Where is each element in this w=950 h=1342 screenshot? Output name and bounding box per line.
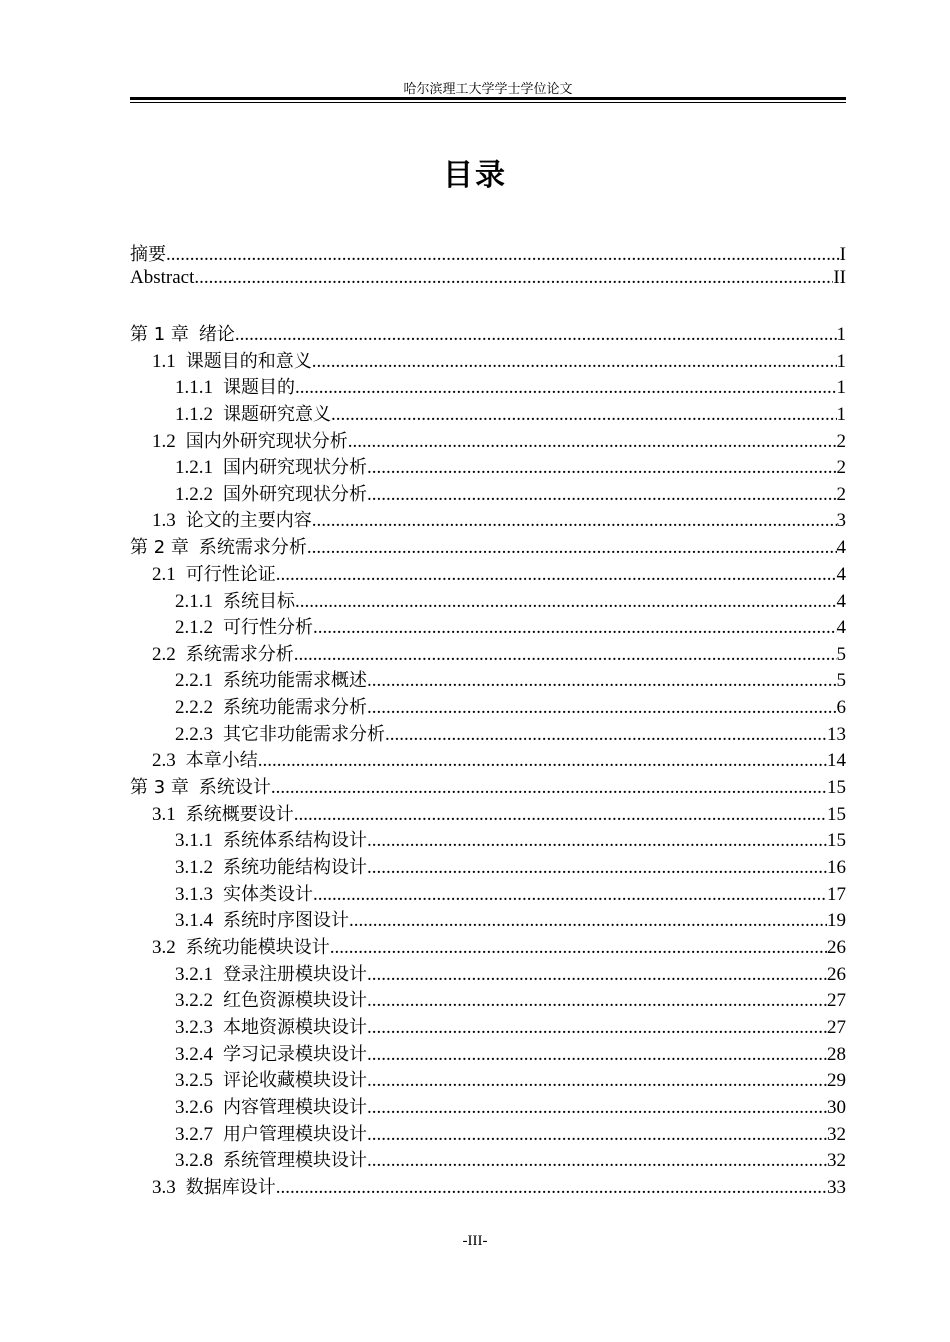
toc-entry-number: 3.1.2 [175,857,213,878]
toc-entry-title: 学习记录模块设计 [223,1044,367,1065]
toc-entry-number: 1.2 [152,431,176,452]
toc-entry-number: 1.2.1 [175,457,213,478]
toc-entry[interactable] [130,560,846,587]
toc-entry-title: 本章小结 [185,750,258,771]
toc-leader-dots [330,937,827,959]
toc-leader-dots [348,431,837,453]
toc-entry-title: 系统功能需求分析 [223,697,367,718]
toc-entry-title: 可行性分析 [223,617,313,638]
toc-entry-number: 2.1.1 [175,591,213,612]
toc-entry-number: 第 1 章 [130,324,189,345]
toc-entry[interactable] [130,347,846,374]
toc-entry-number: 1.2.2 [175,484,213,505]
toc-entry-page: II [833,267,846,288]
toc-leader-dots [235,324,837,346]
toc-leader-dots [276,564,837,586]
toc-entry-page: 19 [827,910,846,931]
toc-entry[interactable] [130,240,846,267]
toc-entry[interactable] [130,613,846,640]
toc-entry-title: 系统需求分析 [185,644,294,665]
toc-entry-page: 26 [827,964,846,985]
toc-entry-page: 28 [827,1044,846,1065]
toc-entry-number: 2.2.1 [175,670,213,691]
toc-entry[interactable] [130,1066,846,1093]
toc-entry-title: 系统功能结构设计 [223,857,367,878]
toc-leader-dots [385,724,827,746]
toc-entry[interactable] [130,746,846,773]
toc-leader-dots [312,351,837,373]
toc-entry-page: 27 [827,990,846,1011]
toc-entry-title: 系统目标 [223,591,295,612]
toc-entry-title: 内容管理模块设计 [223,1097,367,1118]
toc-entry[interactable] [130,826,846,853]
toc-leader-dots [367,1017,827,1039]
toc-entry-page: 26 [827,937,846,958]
toc-entry-title: 用户管理模块设计 [223,1124,367,1145]
toc-entry-page: 30 [827,1097,846,1118]
toc-entry-title: 系统体系结构设计 [223,830,367,851]
toc-entry-number: 2.2.2 [175,697,213,718]
toc-entry-title: 绪论 [198,324,235,345]
toc-entry-number: 1.3 [152,510,176,531]
toc-entry-title: 可行性论证 [185,564,276,585]
toc-entry[interactable] [130,960,846,987]
toc-entry-number: 3.2.4 [175,1044,213,1065]
toc-entry[interactable] [130,693,846,720]
toc-entry[interactable] [130,480,846,507]
toc-leader-dots [367,670,837,692]
toc-entry[interactable] [130,506,846,533]
toc-leader-dots [276,1177,827,1199]
toc-entry[interactable] [130,400,846,427]
toc-entry[interactable] [130,373,846,400]
toc-leader-dots [367,1150,827,1172]
toc-entry[interactable] [130,720,846,747]
toc-entry-title: 国内研究现状分析 [223,457,367,478]
toc-leader-dots [258,750,827,772]
toc-entry-title: 本地资源模块设计 [223,1017,367,1038]
toc-entry-page: 15 [827,830,846,851]
toc-entry-page: I [839,244,846,265]
toc-entry-page: 32 [827,1124,846,1145]
toc-entry-number: 3.2 [152,937,176,958]
toc-entry-title: 系统功能需求概述 [223,670,367,691]
toc-entry-number: 3.1.1 [175,830,213,851]
toc-entry[interactable] [130,880,846,907]
toc-entry-page: 16 [827,857,846,878]
toc-leader-dots [313,617,837,639]
toc-entry-page: 13 [827,724,846,745]
toc-entry-number: 2.2 [152,644,176,665]
toc-entry-page: 1 [836,377,846,398]
toc-leader-dots [313,884,827,906]
toc-entry[interactable] [130,906,846,933]
toc-entry-title: 评论收藏模块设计 [223,1070,367,1091]
toc-entry[interactable] [130,986,846,1013]
toc-entry[interactable] [130,800,846,827]
toc-entry[interactable] [130,853,846,880]
toc-entry-number: 3.2.6 [175,1097,213,1118]
toc-leader-dots [367,457,837,479]
toc-leader-dots [367,1124,827,1146]
toc-leader-dots [349,910,827,932]
toc-entry-number: 第 2 章 [130,537,189,558]
toc-leader-dots [194,267,833,289]
toc-entry-page: 14 [827,750,846,771]
toc-leader-dots [271,777,827,799]
toc-entry-page: 5 [836,670,846,691]
toc-entry[interactable] [130,1040,846,1067]
toc-leader-dots [307,537,837,559]
toc-leader-dots [367,830,827,852]
toc-entry-title: 其它非功能需求分析 [223,724,385,745]
toc-leader-dots [367,697,837,719]
toc-entry-number: 1.1.2 [175,404,213,425]
toc-entry-number: 1.1.1 [175,377,213,398]
toc-entry-number: 3.2.7 [175,1124,213,1145]
toc-entry-page: 6 [836,697,846,718]
toc-entry-page: 2 [836,431,846,452]
toc-leader-dots [367,990,827,1012]
toc-entry[interactable] [130,933,846,960]
toc-leader-dots [166,244,840,266]
toc-entry-page: 1 [836,324,846,345]
toc-entry-number: 3.1.3 [175,884,213,905]
toc-leader-dots [294,644,837,666]
toc-entry-number: 第 3 章 [130,777,189,798]
toc-leader-dots [367,857,827,879]
toc-entry[interactable] [130,1146,846,1173]
toc-entry-page: 4 [836,617,846,638]
toc-entry-title: 系统概要设计 [185,804,294,825]
toc-entry-number: 3.2.2 [175,990,213,1011]
toc-entry[interactable] [130,773,846,800]
toc-entry-page: 32 [827,1150,846,1171]
toc-entry-page: 17 [827,884,846,905]
toc-leader-dots [295,591,837,613]
toc-entry[interactable] [130,453,846,480]
toc-entry-page: 1 [836,404,846,425]
toc-entry-number: 3.2.1 [175,964,213,985]
page-title: 目录 [443,158,507,193]
toc-entry[interactable] [130,1120,846,1147]
toc-entry-title: 数据库设计 [185,1177,276,1198]
toc-entry[interactable] [130,267,846,294]
toc-entry-title: 国内外研究现状分析 [185,431,348,452]
toc-entry-page: 15 [827,777,846,798]
toc-entry-title: 系统管理模块设计 [223,1150,367,1171]
toc-entry-title: 登录注册模块设计 [223,964,367,985]
toc-leader-dots [367,1070,827,1092]
toc-entry-title: 系统设计 [198,777,271,798]
toc-entry-page: 5 [836,644,846,665]
toc-entry[interactable] [130,320,846,347]
toc-entry-number: 3.2.8 [175,1150,213,1171]
toc-leader-dots [367,1097,827,1119]
toc-entry-number: 3.2.5 [175,1070,213,1091]
toc-entry[interactable] [130,427,846,454]
toc-leader-dots [367,484,837,506]
toc-entry-number: 1.1 [152,351,176,372]
toc-entry[interactable] [130,587,846,614]
toc-entry-page: 4 [836,591,846,612]
toc-entry-title: 国外研究现状分析 [223,484,367,505]
toc-leader-dots [294,804,827,826]
toc-entry-page: 15 [827,804,846,825]
toc-leader-dots [367,964,827,986]
toc-entry-number: 2.2.3 [175,724,213,745]
page-number: -III- [462,1233,488,1249]
toc-entry[interactable] [130,533,846,560]
toc-entry-title: 摘要 [130,244,166,265]
toc-entry-title: 课题目的和意义 [185,351,312,372]
toc-entry-page: 2 [836,484,846,505]
toc-entry-page: 2 [836,457,846,478]
toc-entry-title: 红色资源模块设计 [223,990,367,1011]
toc-entry[interactable] [130,1013,846,1040]
toc-entry-title: 课题研究意义 [223,404,331,425]
toc-leader-dots [367,1044,827,1066]
toc-entry-title: 实体类设计 [223,884,313,905]
toc-entry[interactable] [130,1093,846,1120]
toc-entry[interactable] [130,1173,846,1200]
toc-entry[interactable] [130,666,846,693]
toc-entry-number: 2.3 [152,750,176,771]
toc-entry-page: 1 [836,351,846,372]
header-rule-thin [130,102,846,103]
toc-entry-page: 3 [836,510,846,531]
toc-entry-number: 3.1.4 [175,910,213,931]
toc-entry-title: 系统功能模块设计 [185,937,330,958]
toc-entry-title: 系统需求分析 [198,537,307,558]
toc-entry-page: 4 [836,564,846,585]
header-rule-thick [130,97,846,100]
toc-leader-dots [331,404,837,426]
toc-entry-number: 3.2.3 [175,1017,213,1038]
toc-entry-page: 4 [836,537,846,558]
running-header: 哈尔滨理工大学学士学位论文 [403,82,573,97]
toc-entry-page: 29 [827,1070,846,1091]
toc-entry-title: 论文的主要内容 [185,510,312,531]
toc-leader-dots [295,377,837,399]
toc-entry-number: 3.1 [152,804,176,825]
toc-entry-number: 3.3 [152,1177,176,1198]
toc-entry-number: 2.1.2 [175,617,213,638]
toc-entry-title: Abstract [130,267,195,288]
toc-entry-page: 33 [827,1177,846,1198]
toc-entry-page: 27 [827,1017,846,1038]
toc-entry-title: 系统时序图设计 [223,910,349,931]
toc-entry-number: 2.1 [152,564,176,585]
toc-entry-title: 课题目的 [223,377,295,398]
toc-leader-dots [312,510,837,532]
toc-entry[interactable] [130,640,846,667]
